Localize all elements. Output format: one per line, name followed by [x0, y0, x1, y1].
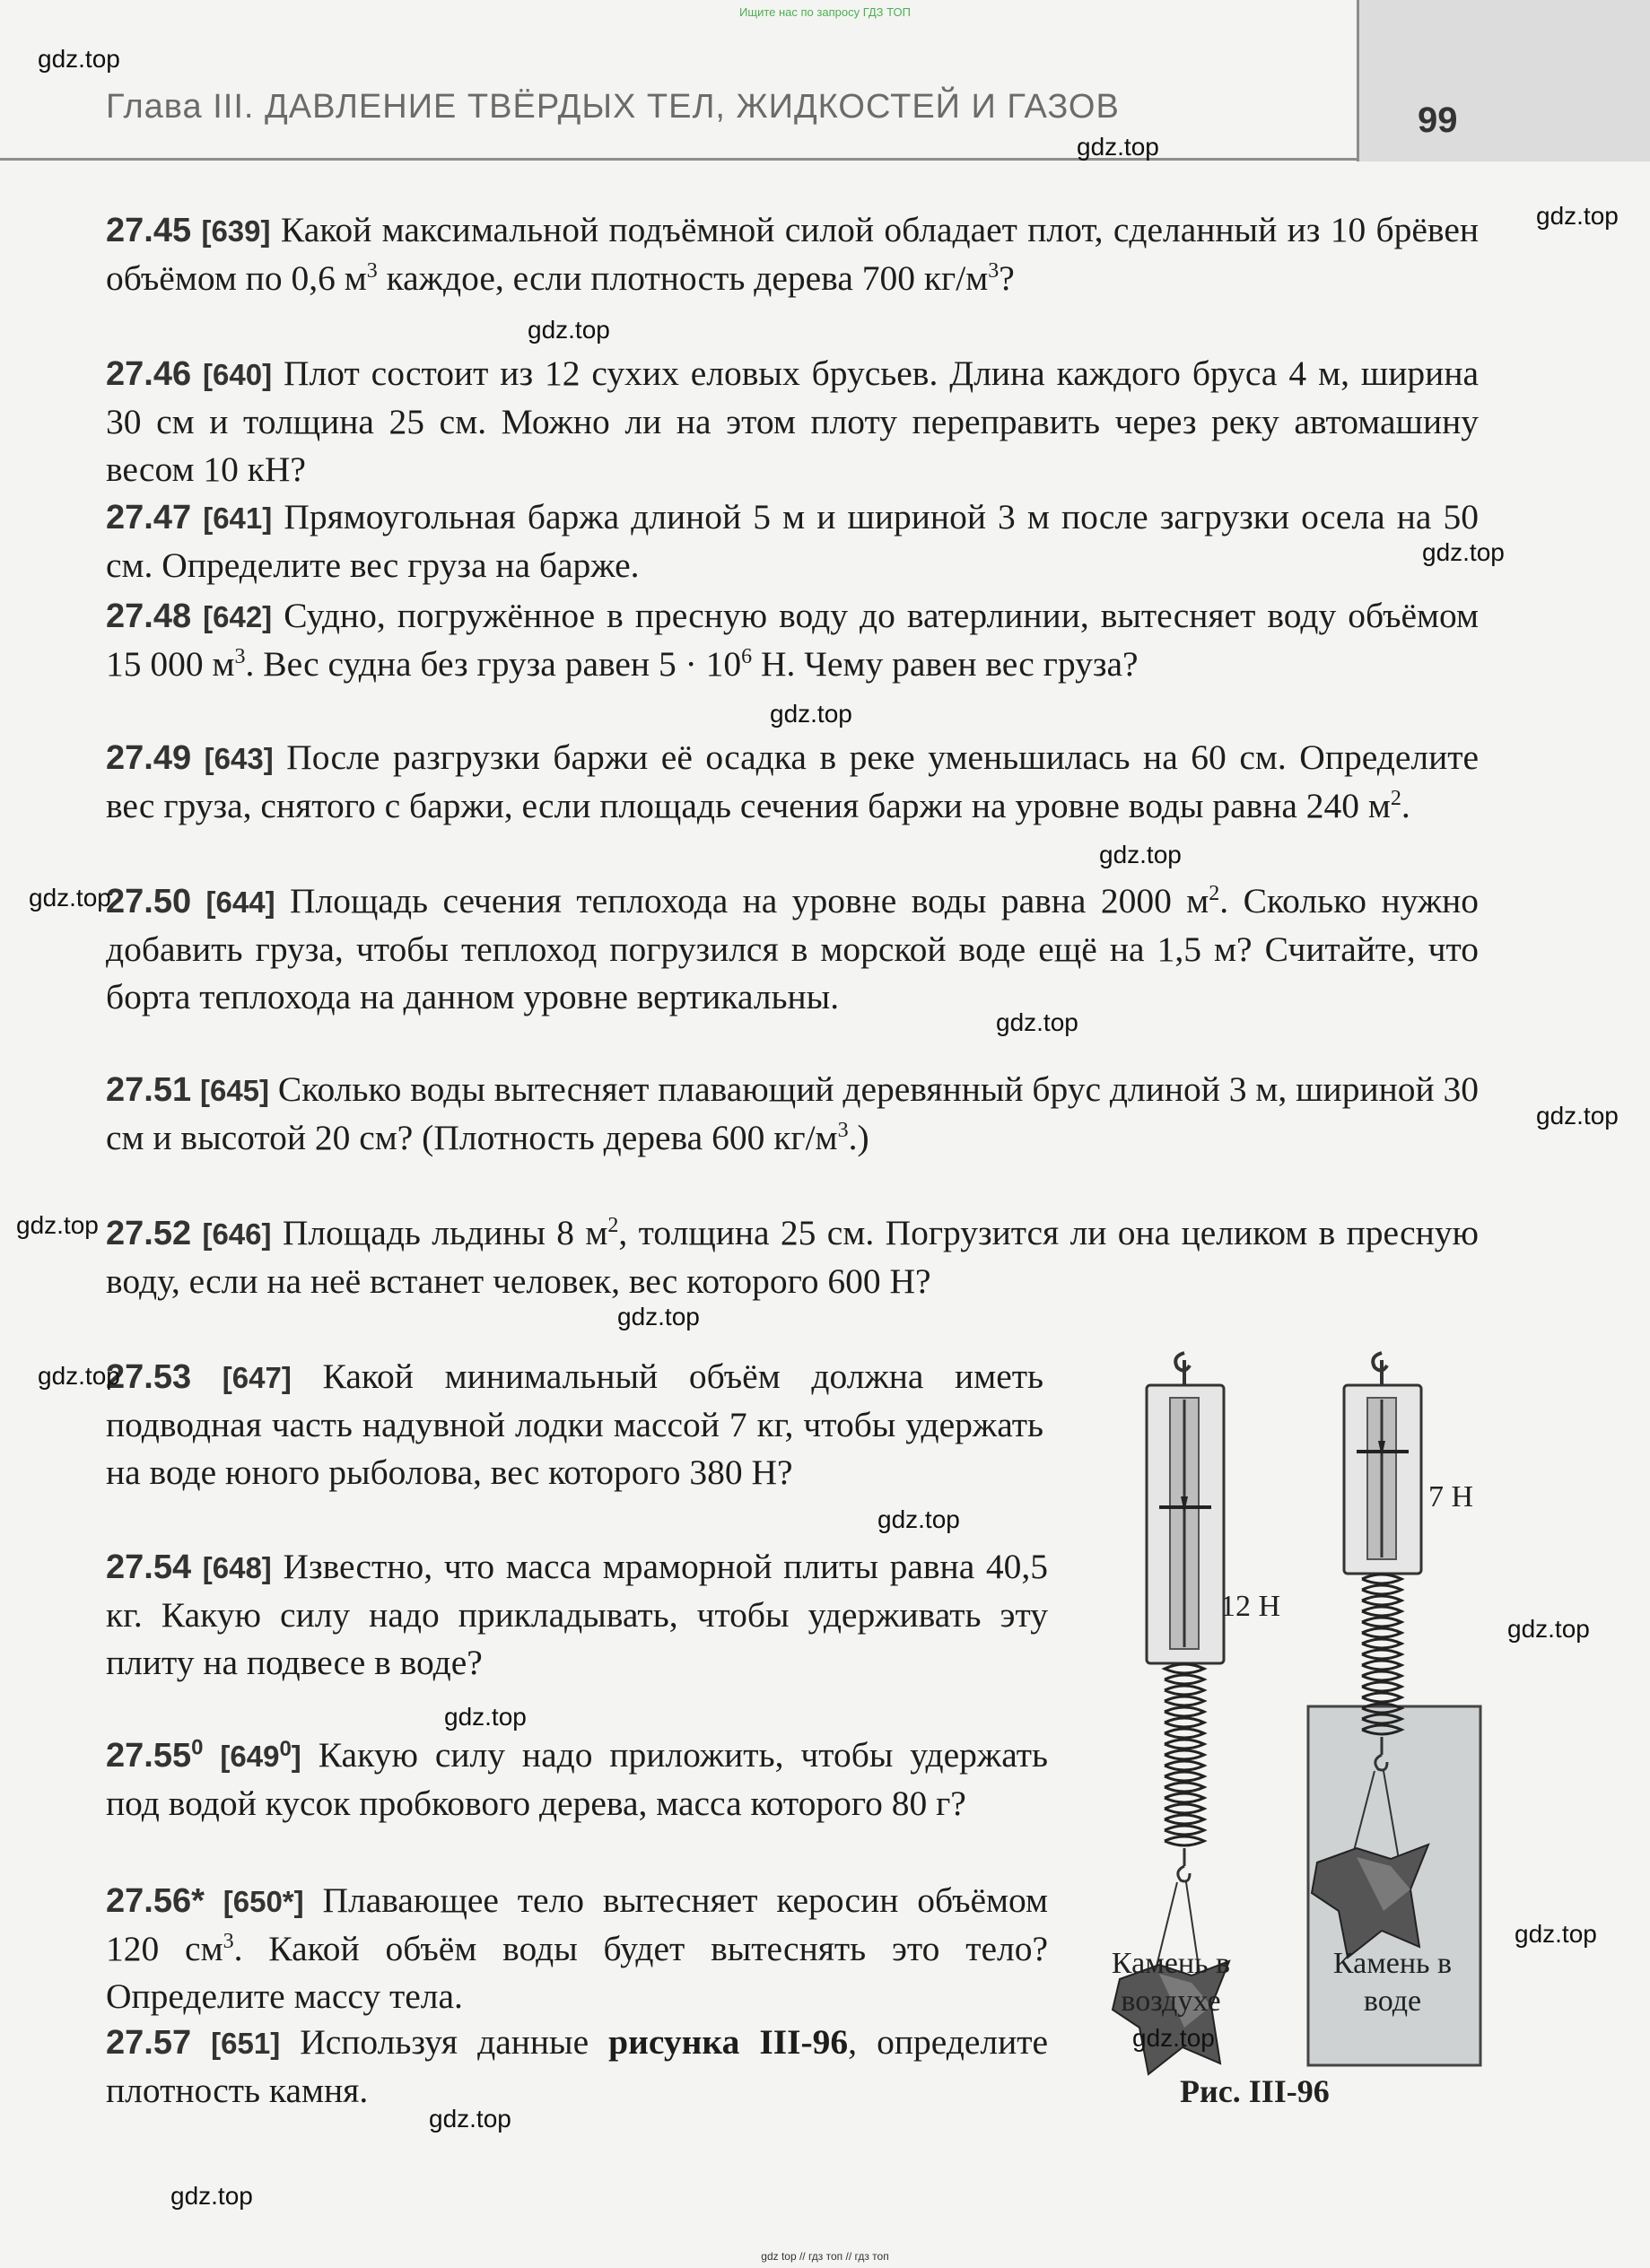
problem-number: 27.51	[106, 1071, 192, 1109]
problem-ref: [643]	[204, 742, 274, 775]
watermark: gdz.top	[170, 2182, 253, 2210]
problem-27-51	[106, 1066, 1479, 1162]
problem-number: 27.45	[106, 212, 192, 249]
problem-number: 27.50	[106, 883, 192, 920]
problem-27-47	[106, 493, 1479, 589]
watermark: gdz.top	[770, 700, 852, 728]
watermark: gdz.top	[38, 45, 120, 73]
figure-caption: Рис. III-96	[1180, 2073, 1330, 2109]
watermark: gdz.top	[429, 2105, 511, 2133]
watermark: gdz.top	[996, 1008, 1078, 1036]
problem-number: 27.55$^0$	[106, 1735, 204, 1775]
page-number-box	[1357, 0, 1650, 161]
problem-ref: [644]	[205, 885, 275, 919]
problem-ref: [639]	[201, 214, 271, 248]
watermark: gdz.top	[1099, 841, 1182, 868]
problem-27-46	[106, 350, 1479, 493]
problem-text: Какую силу надо приложить, чтобы удержать под водой кусок пробкового дерева, масса которого 80 г?	[106, 1735, 1049, 1823]
problem-text: Какой минимальный объём должна иметь подводная часть надувной лодки массой 7 кг, чтобы удержать на воде юного рыболова, вес которого 380 Н?	[106, 1356, 1044, 1492]
watermark: gdz.top	[1422, 538, 1505, 566]
problem-text: Площадь сечения теплохода на уровне воды равна 2000 $м^2$. Сколько нужно добавить груза, чтобы теплоход погрузился в морской воде ещё на 1,5 м? Считайте, что борта теплохода на данном уровне вертикальны.	[106, 881, 1480, 1016]
problem-27-48	[106, 592, 1479, 688]
problem-27-50	[106, 877, 1479, 1021]
problem-text: Судно, погружённое в пресную воду до ватерлинии, вытесняет воду объёмом 15 000 $м^3$. Вес судна без груза равен $5 \cdot 10^6$ Н. Чему равен вес груза?	[106, 596, 1480, 684]
problem-27-52	[106, 1209, 1479, 1305]
problem-number: 27.47	[106, 499, 192, 536]
watermark: gdz.top	[1132, 2024, 1215, 2052]
top-note: Ищите нас по запросу ГДЗ ТОП	[739, 5, 911, 19]
watermark: gdz.top	[29, 884, 111, 912]
watermark: gdz.top	[38, 1362, 120, 1390]
problem-text: Известно, что масса мраморной плиты равна 40,5 кг. Какую силу надо прикладывать, чтобы удерживать эту плиту на подвесе в воде?	[106, 1547, 1049, 1682]
problem-number: 27.46	[106, 355, 192, 393]
problem-number: 27.52	[106, 1215, 192, 1252]
watermark: gdz.top	[877, 1505, 960, 1533]
watermark: gdz.top	[1536, 1102, 1619, 1130]
problem-27-53	[106, 1353, 1043, 1496]
watermark: gdz.top	[1515, 1920, 1597, 1948]
watermark: gdz.top	[528, 316, 610, 344]
watermark: gdz.top	[1077, 133, 1159, 161]
watermark: gdz.top	[617, 1303, 700, 1330]
problem-text: Площадь льдины 8 $м^2$, толщина 25 см. Погрузится ли она целиком в пресную воду, если на неё встанет человек, вес которого 600 Н?	[106, 1213, 1479, 1301]
problem-ref: [642]	[203, 600, 273, 633]
problem-text: После разгрузки баржи её осадка в реке уменьшилась на 60 см. Определите вес груза, снятого с баржи, если площадь сечения баржи на уровне воды равна 240 $м^2$.	[106, 737, 1480, 825]
problem-ref: [641]	[203, 502, 273, 535]
right-dynamometer	[1312, 1353, 1428, 1958]
reading-right: 7 Н	[1428, 1480, 1474, 1513]
page-number: 99	[1418, 100, 1458, 140]
problem-ref: [640]	[203, 358, 273, 391]
problem-text: Какой максимальной подъёмной силой обладает плот, сделанный из 10 брёвен объёмом по 0,6 $м^3$ каждое, если плотность дерева 700 $кг/м^3$?	[106, 210, 1480, 298]
problem-number: 27.57	[106, 2024, 192, 2062]
problem-number: 27.53	[106, 1358, 192, 1396]
problem-text: Прямоугольная баржа длиной 5 м и шириной 3 м после загрузки осела на 50 см. Определите вес груза на барже.	[106, 497, 1480, 585]
reading-left: 12 Н	[1220, 1590, 1281, 1623]
watermark: gdz.top	[16, 1211, 99, 1239]
problem-text: Плавающее тело вытесняет керосин объёмом 120 $см^3$. Какой объём воды будет вытеснять это тело? Определите массу тела.	[106, 1880, 1049, 2016]
problem-number: 27.48	[106, 598, 192, 635]
label-stone-water: Камень в воде	[1332, 1947, 1453, 2018]
problem-27-45	[106, 206, 1479, 302]
problem-text: Используя данные рисунка III-96, определите плотность камня.	[106, 2022, 1048, 2110]
watermark: gdz.top	[1507, 1615, 1590, 1643]
problem-27-55	[106, 1732, 1048, 1827]
problem-text: Сколько воды вытесняет плавающий деревянный брус длиной 3 м, шириной 30 см и высотой 20 см? (Плотность дерева 600 $кг/м^3$.)	[106, 1069, 1479, 1157]
bottom-note: gdz top // гдз топ // гдз топ	[761, 2250, 889, 2263]
watermark: gdz.top	[1536, 202, 1619, 230]
problem-ref: [647]	[222, 1361, 292, 1394]
watermark: gdz.top	[444, 1703, 527, 1731]
problem-ref: [645]	[199, 1074, 270, 1107]
problem-ref: [648]	[202, 1551, 272, 1584]
problem-27-57	[106, 2019, 1048, 2115]
problem-27-54	[106, 1543, 1048, 1687]
problem-ref: [651]	[211, 2027, 281, 2060]
problem-number: 27.54	[106, 1548, 192, 1586]
problem-ref: [646]	[202, 1217, 272, 1251]
problem-ref: [650*]	[223, 1885, 304, 1918]
problem-27-56	[106, 1877, 1048, 2020]
label-stone-air: Камень в воздухе	[1111, 1947, 1231, 2018]
problem-ref: $[649^0]$	[220, 1737, 301, 1773]
problem-number: 27.56*	[106, 1882, 205, 1920]
problem-number: 27.49	[106, 739, 192, 777]
problem-text: Плот состоит из 12 сухих еловых брусьев. Длина каждого бруса 4 м, ширина 30 см и толщина 25 см. Можно ли на этом плоту переправить через реку автомашину весом 10 кН?	[106, 353, 1479, 489]
problem-27-49	[106, 734, 1479, 830]
chapter-title: Глава III. ДАВЛЕНИЕ ТВЁРДЫХ ТЕЛ, ЖИДКОСТЕЙ И ГАЗОВ	[106, 88, 1120, 126]
